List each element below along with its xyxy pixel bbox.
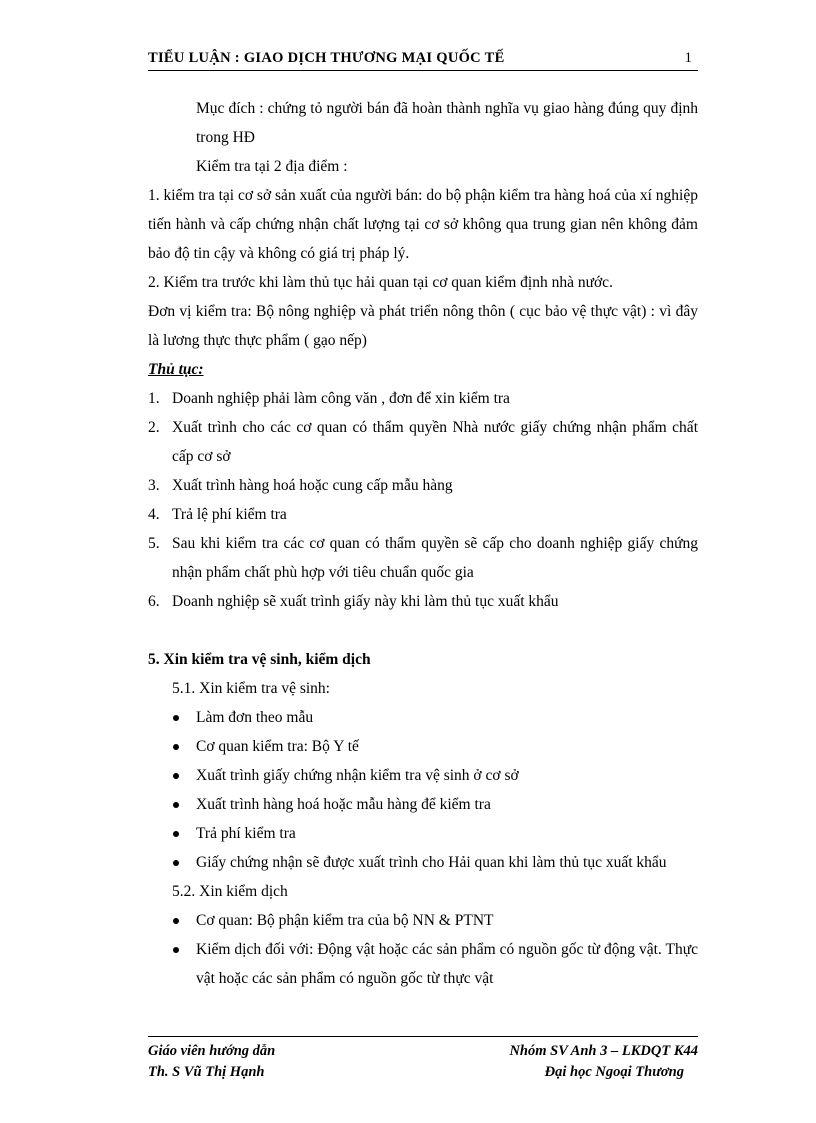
section-5-heading: 5. Xin kiểm tra vệ sinh, kiểm dịch — [148, 651, 371, 668]
instructor-label: Giáo viên hướng dẫn — [148, 1043, 276, 1059]
procedure-step — [148, 587, 698, 616]
location-1-paragraph: 1. kiểm tra tại cơ sở sản xuất của người bán: do bộ phận kiểm tra hàng hoá của xí nghiệp tiến hành và cấp chứng nhận chất lượng tại cơ sở không qua trung gian nên không đảm bảo độ tin cậy và không có giá trị pháp lý. — [148, 187, 698, 262]
bullet-icon — [173, 744, 179, 750]
list-item-text: Trả phí kiểm tra — [196, 825, 296, 842]
step-number: 5. — [148, 535, 160, 552]
subsection-5-2-heading: 5.2. Xin kiểm dịch — [172, 883, 288, 900]
subsection-5-1-heading: 5.1. Xin kiểm tra vệ sinh: — [172, 680, 330, 697]
purpose-paragraph: Mục đích : chứng tỏ người bán đã hoàn thành nghĩa vụ giao hàng đúng quy định trong HĐ — [196, 100, 698, 146]
footer-row-1 — [148, 1041, 698, 1062]
procedure-list — [148, 384, 698, 616]
step-text: Xuất trình cho các cơ quan có thẩm quyền Nhà nước giấy chứng nhận phẩm chất cấp cơ sở — [172, 419, 698, 465]
procedure-step — [148, 413, 698, 471]
step-number: 3. — [148, 477, 160, 494]
page-footer — [148, 1036, 698, 1083]
list-item — [148, 819, 698, 848]
bullet-icon — [173, 860, 179, 866]
procedure-step — [148, 384, 698, 413]
location-2-paragraph: 2. Kiểm tra trước khi làm thủ tục hải quan tại cơ quan kiểm định nhà nước. — [148, 274, 613, 291]
bullet-icon — [173, 947, 179, 953]
list-item-text: Giấy chứng nhận sẽ được xuất trình cho Hải quan khi làm thủ tục xuất khẩu — [196, 854, 667, 871]
page-number: 1 — [684, 50, 692, 66]
list-item — [148, 906, 698, 935]
list-item — [148, 935, 698, 993]
header-title: TIỂU LUẬN : GIAO DỊCH THƯƠNG MẠI QUỐC TẾ — [148, 50, 505, 66]
list-item — [148, 761, 698, 790]
step-text: Sau khi kiểm tra các cơ quan có thẩm quyền sẽ cấp cho doanh nghiệp giấy chứng nhận phẩm chất phù hợp với tiêu chuẩn quốc gia — [172, 535, 698, 581]
hygiene-check-list — [148, 703, 698, 877]
list-item-text: Xuất trình giấy chứng nhận kiểm tra vệ sinh ở cơ sở — [196, 767, 519, 784]
list-item-text: Kiểm dịch đối với: Động vật hoặc các sản phẩm có nguồn gốc từ động vật. Thực vật hoặc các sản phẩm có nguồn gốc từ thực vật — [196, 941, 698, 987]
quarantine-list — [148, 906, 698, 993]
procedure-label: Thủ tục: — [148, 361, 204, 378]
document-body — [148, 94, 698, 993]
step-number: 6. — [148, 593, 160, 610]
list-item — [148, 790, 698, 819]
footer-row-2 — [148, 1062, 698, 1083]
list-item — [148, 732, 698, 761]
step-text: Doanh nghiệp sẽ xuất trình giấy này khi làm thủ tục xuất khẩu — [172, 593, 559, 610]
step-number: 2. — [148, 419, 160, 436]
bullet-icon — [173, 773, 179, 779]
step-text: Xuất trình hàng hoá hoặc cung cấp mẫu hàng — [172, 477, 453, 494]
list-item-text: Cơ quan: Bộ phận kiểm tra của bộ NN & PTNT — [196, 912, 494, 929]
list-item-text: Cơ quan kiểm tra: Bộ Y tế — [196, 738, 359, 755]
instructor-name: Th. S Vũ Thị Hạnh — [148, 1064, 265, 1080]
procedure-step — [148, 529, 698, 587]
bullet-icon — [173, 802, 179, 808]
procedure-step — [148, 500, 698, 529]
inspection-unit-paragraph: Đơn vị kiểm tra: Bộ nông nghiệp và phát triển nông thôn ( cục bảo vệ thực vật) : vì đây là lương thực thực phẩm ( gạo nếp) — [148, 303, 698, 349]
list-item-text: Xuất trình hàng hoá hoặc mẫu hàng để kiểm tra — [196, 796, 491, 813]
step-text: Doanh nghiệp phải làm công văn , đơn để xin kiểm tra — [172, 390, 510, 407]
list-item — [148, 703, 698, 732]
step-text: Trả lệ phí kiểm tra — [172, 506, 287, 523]
list-item-text: Làm đơn theo mẫu — [196, 709, 314, 726]
bullet-icon — [173, 715, 179, 721]
university-name: Đại học Ngoại Thương — [544, 1064, 684, 1080]
page-header — [148, 48, 698, 71]
bullet-icon — [173, 918, 179, 924]
locations-intro: Kiểm tra tại 2 địa điểm : — [196, 158, 348, 175]
list-item — [148, 848, 698, 877]
procedure-step — [148, 471, 698, 500]
step-number: 1. — [148, 390, 160, 407]
group-name: Nhóm SV Anh 3 – LKDQT K44 — [509, 1043, 698, 1059]
procedure-label-line — [148, 355, 698, 384]
step-number: 4. — [148, 506, 160, 523]
bullet-icon — [173, 831, 179, 837]
